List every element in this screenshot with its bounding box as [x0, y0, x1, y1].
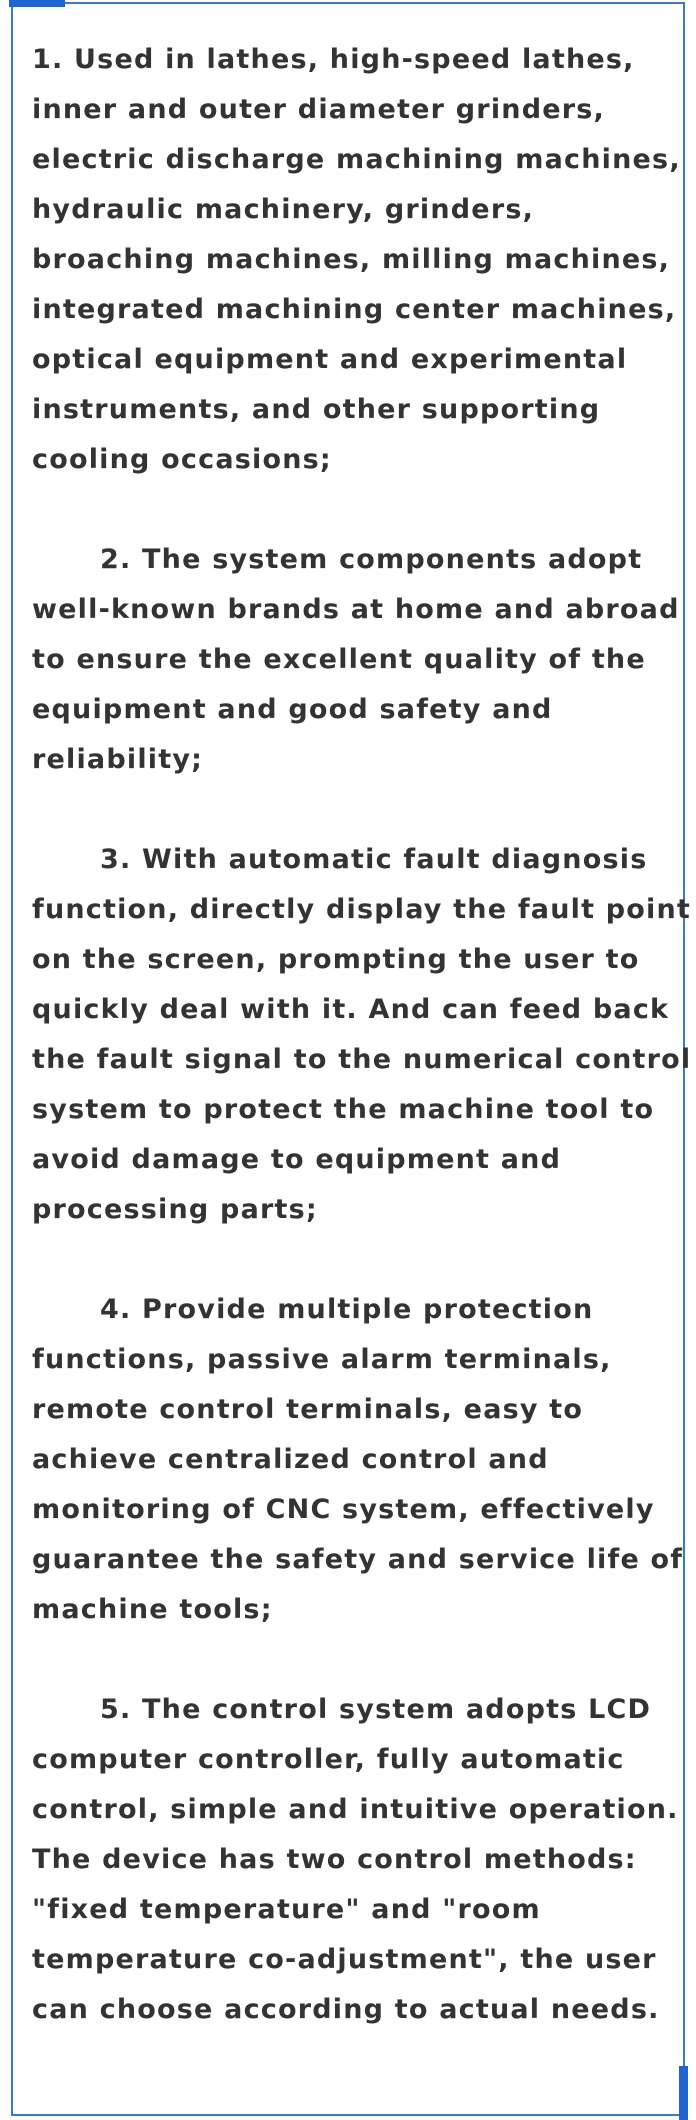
text-line: reliability; [32, 744, 204, 775]
text-line: on the screen, prompting the user to [32, 944, 640, 975]
feature-paragraph-4 [32, 1285, 684, 1635]
text-line: control, simple and intuitive operation. [32, 1794, 679, 1825]
text-line: "fixed temperature" and "room [32, 1894, 541, 1925]
text-line: equipment and good safety and [32, 694, 553, 725]
text-line: computer controller, fully automatic [32, 1744, 625, 1775]
corner-accent-bottom-right [679, 2066, 688, 2120]
text-line: functions, passive alarm terminals, [32, 1344, 612, 1375]
text-line: the fault signal to the numerical control [32, 1044, 692, 1075]
text-line: broaching machines, milling machines, [32, 244, 671, 275]
text-line: integrated machining center machines, [32, 294, 677, 325]
text-line: monitoring of CNC system, effectively [32, 1494, 655, 1525]
text-line: 1. Used in lathes, high-speed lathes, [32, 44, 635, 75]
text-line: 2. The system components adopt [100, 544, 643, 575]
text-line: to ensure the excellent quality of the [32, 644, 646, 675]
corner-accent-top-left [9, 0, 65, 7]
text-line: avoid damage to equipment and [32, 1144, 562, 1175]
text-line: remote control terminals, easy to [32, 1394, 584, 1425]
text-line: quickly deal with it. And can feed back [32, 994, 670, 1025]
feature-paragraph-1 [32, 35, 681, 485]
text-line: processing parts; [32, 1194, 318, 1225]
text-line: 4. Provide multiple protection [100, 1294, 594, 1325]
text-line: guarantee the safety and service life of [32, 1544, 684, 1575]
feature-paragraph-3 [32, 835, 692, 1235]
text-line: well-known brands at home and abroad [32, 594, 680, 625]
text-line: system to protect the machine tool to [32, 1094, 655, 1125]
text-line: can choose according to actual needs. [32, 1994, 660, 2025]
text-line: The device has two control methods: [32, 1844, 637, 1875]
text-line: hydraulic machinery, grinders, [32, 194, 535, 225]
text-line: achieve centralized control and [32, 1444, 549, 1475]
text-line: inner and outer diameter grinders, [32, 94, 605, 125]
text-line: 5. The control system adopts LCD [100, 1694, 652, 1725]
text-line: 3. With automatic fault diagnosis [100, 844, 648, 875]
feature-list [32, 35, 692, 2085]
text-line: instruments, and other supporting [32, 394, 601, 425]
feature-paragraph-2 [32, 535, 680, 785]
text-line: machine tools; [32, 1594, 273, 1625]
text-line: cooling occasions; [32, 444, 332, 475]
text-line: temperature co-adjustment", the user [32, 1944, 657, 1975]
text-line: function, directly display the fault point [32, 894, 692, 925]
text-line: electric discharge machining machines, [32, 144, 681, 175]
text-line: optical equipment and experimental [32, 344, 628, 375]
feature-paragraph-5 [32, 1685, 679, 2035]
